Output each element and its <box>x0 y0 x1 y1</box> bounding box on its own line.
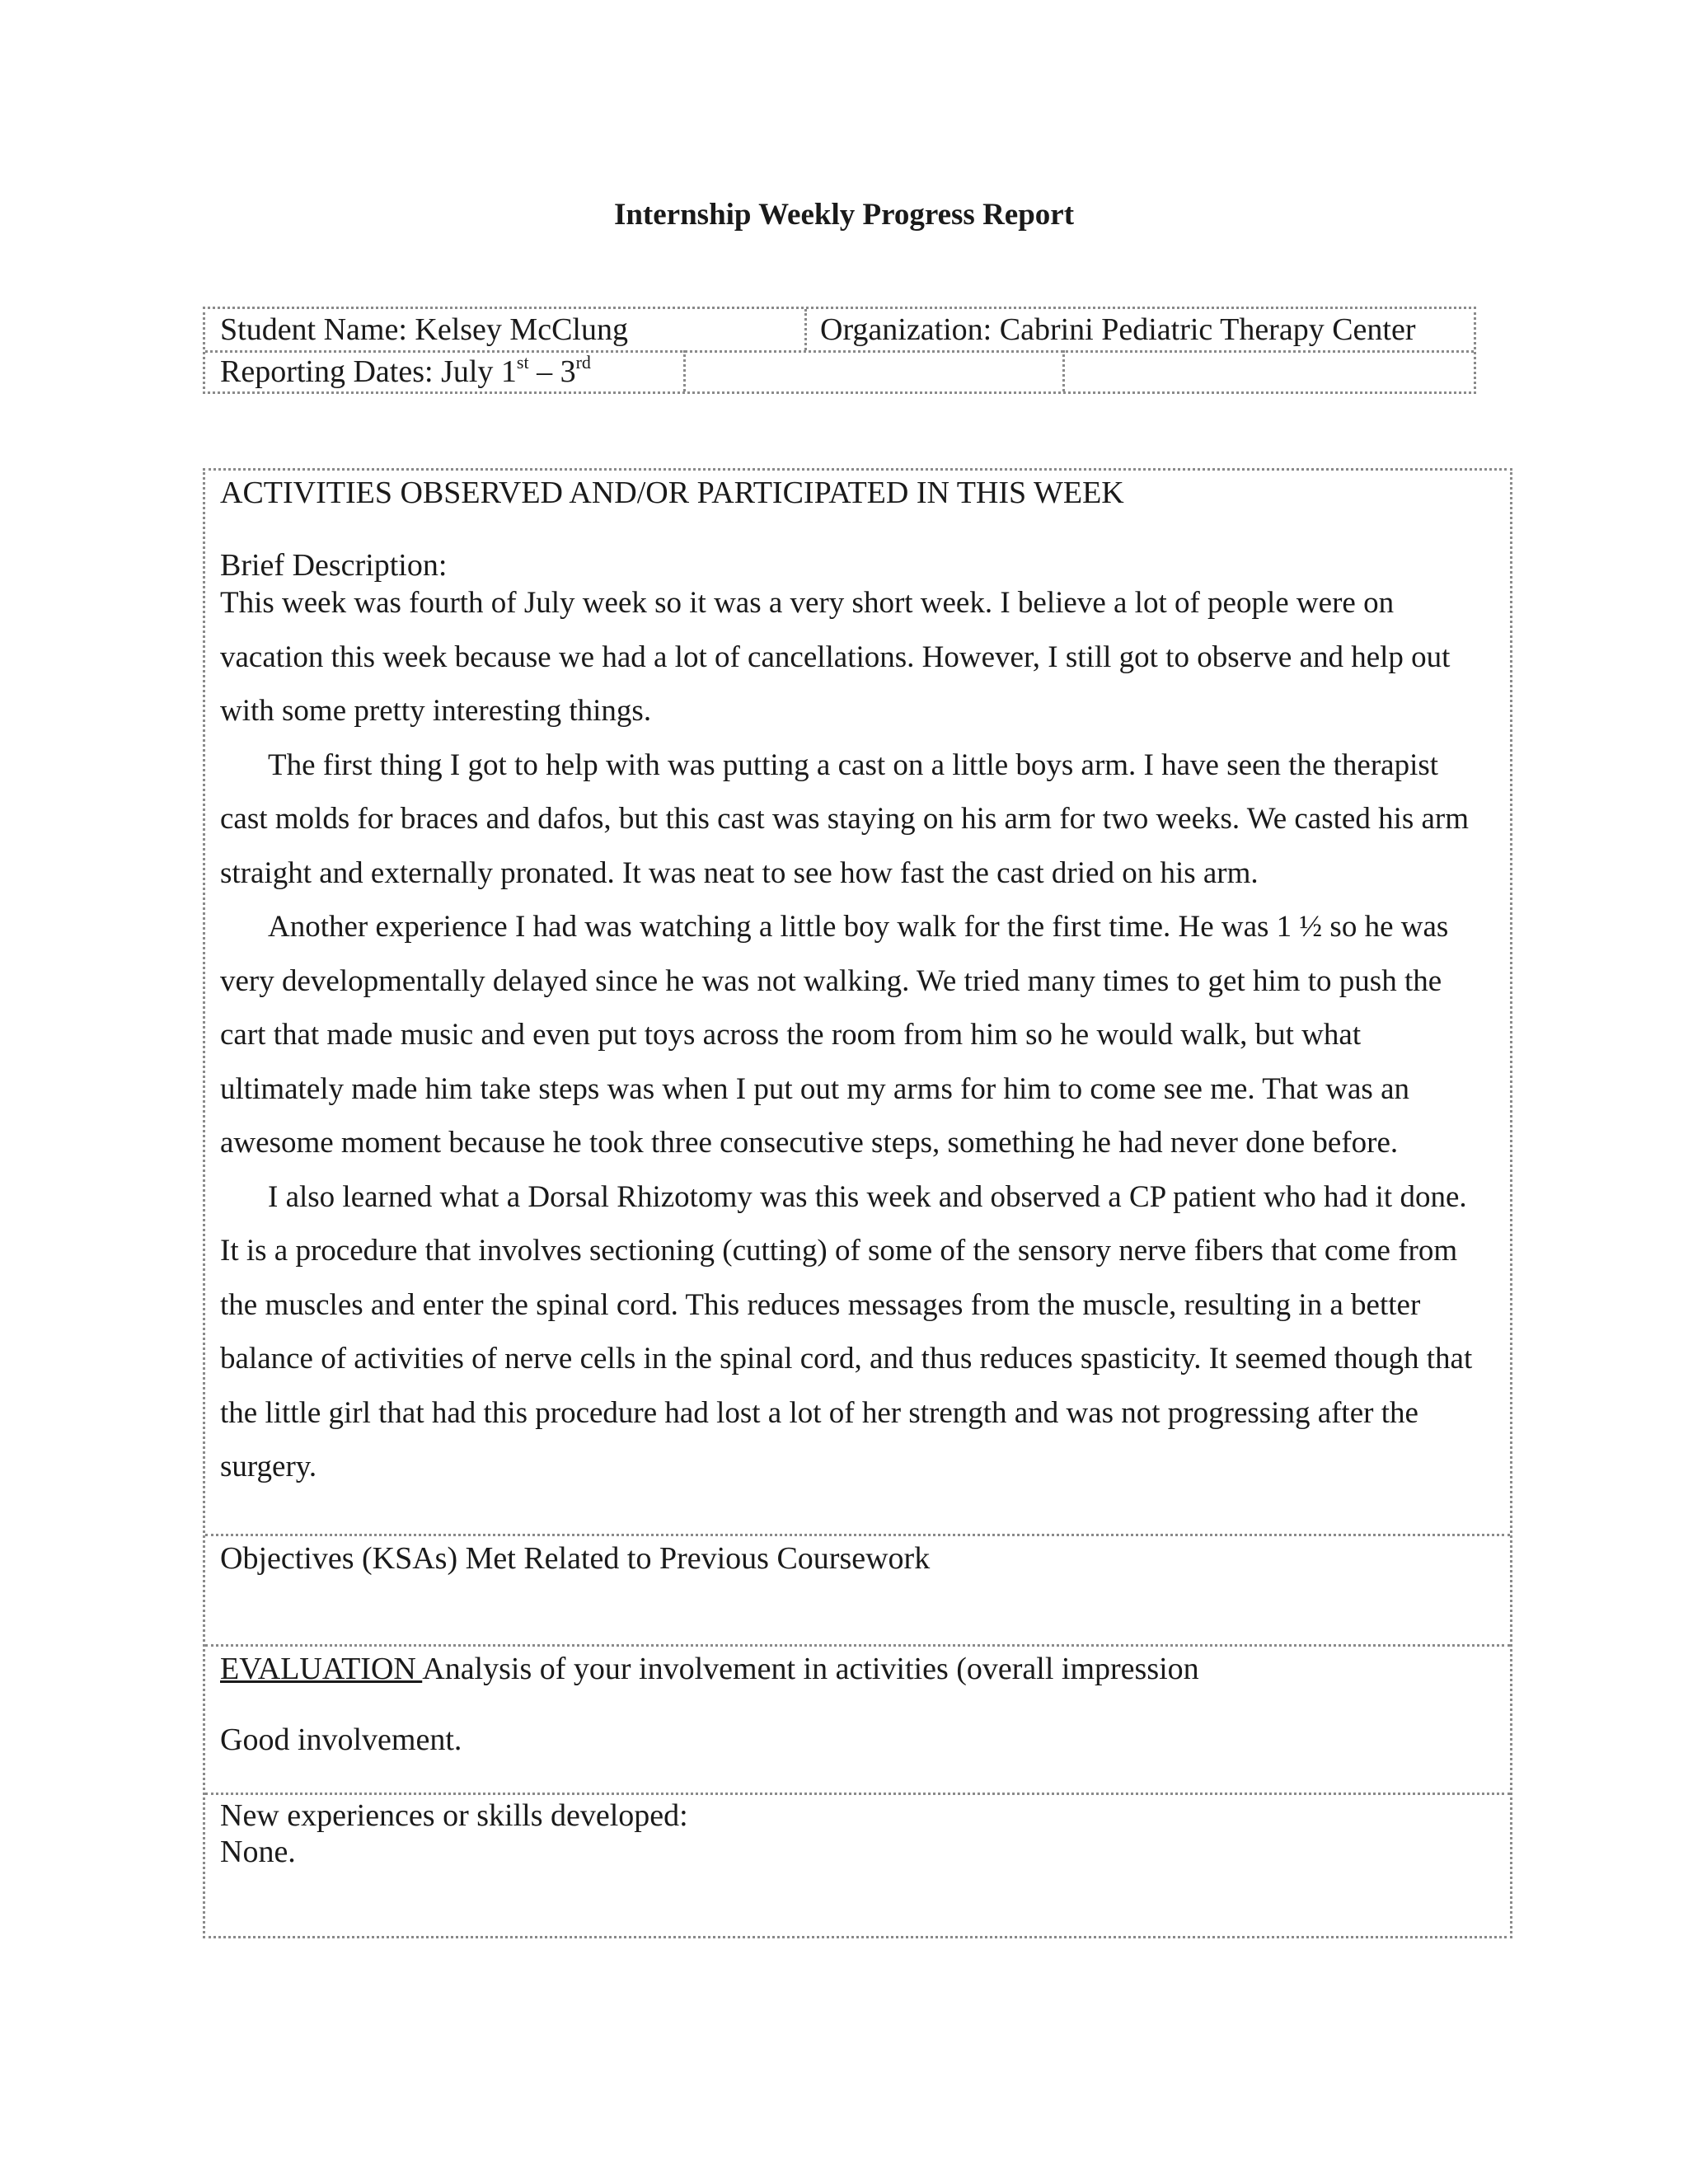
objectives-heading: Objectives (KSAs) Met Related to Previous Coursework <box>220 1541 931 1576</box>
evaluation-response: Good involvement. <box>220 1722 462 1757</box>
reporting-start-month: July <box>441 354 494 389</box>
description-paragraph: Another experience I had was watching a little boy walk for the first time. He was 1 ½ so he was very developmentally delayed since he was not walking. We tried many times to get him to push the cart that made music and even put toys across the room from him so he would walk, but what ultimately made him take steps was when I put out my arms for him to come see me. That was an awesome moment because he took three consecutive steps, something he had never done before. <box>220 910 1449 1160</box>
student-name-value: Kelsey McClung <box>415 312 628 347</box>
evaluation-heading-rest: Analysis of your involvement in activities (overall impression <box>422 1652 1199 1686</box>
organization-cell <box>805 311 1416 349</box>
new-experiences-response: None. <box>220 1835 296 1869</box>
organization-value: Cabrini Pediatric Therapy Center <box>999 312 1416 347</box>
header-column-divider <box>683 350 686 391</box>
reporting-separator: – <box>537 354 553 389</box>
description-paragraph: This week was fourth of July week so it was a very short week. I believe a lot of people were on vacation this week because we had a lot of cancellations. However, I still got to observe and help out with some pretty interesting things. <box>220 586 1451 728</box>
header-column-divider <box>1062 350 1065 391</box>
evaluation-heading-underlined: EVALUATION <box>220 1652 423 1686</box>
page-title: Internship Weekly Progress Report <box>613 198 1075 232</box>
activities-description <box>220 576 1492 1494</box>
progress-form <box>203 468 1512 1938</box>
evaluation-section <box>205 1647 1510 1759</box>
description-paragraph: The first thing I got to help with was putting a cast on a little boys arm. I have seen the therapist cast molds for braces and dafos, but this cast was staying on his arm for two weeks. We casted his arm straight and externally pronated. It was neat to see how fast the cast dried on his arm. <box>220 748 1470 890</box>
brief-description-label: Brief Description: <box>220 548 448 583</box>
reporting-end-day: 3rd <box>560 352 591 389</box>
activities-section <box>205 471 1510 1534</box>
reporting-dates-cell <box>205 353 591 391</box>
evaluation-heading <box>220 1650 1492 1688</box>
reporting-start-day: 1st <box>500 352 529 389</box>
header-info-table <box>203 307 1476 394</box>
new-experiences-section <box>205 1795 1510 1871</box>
student-name-label: Student Name: <box>220 312 407 347</box>
description-paragraph: I also learned what a Dorsal Rhizotomy was this week and observed a CP patient who had it done. It is a procedure that involves sectioning (cutting) of some of the sensory nerve fibers that come from the muscles and enter the spinal cord. This reduces messages from the muscle, resulting in a better balance of activities of nerve cells in the spinal cord, and thus reduces spasticity. It seemed though that the little girl that had this procedure had lost a lot of her strength and was not progressing after the surgery. <box>220 1179 1473 1483</box>
reporting-dates-label: Reporting Dates: <box>220 354 434 389</box>
new-experiences-heading: New experiences or skills developed: <box>220 1798 688 1833</box>
student-name-cell <box>205 311 628 349</box>
activities-heading: ACTIVITIES OBSERVED AND/OR PARTICIPATED IN THIS WEEK <box>220 476 1124 510</box>
objectives-section <box>205 1536 1510 1577</box>
organization-label: Organization: <box>820 312 992 347</box>
